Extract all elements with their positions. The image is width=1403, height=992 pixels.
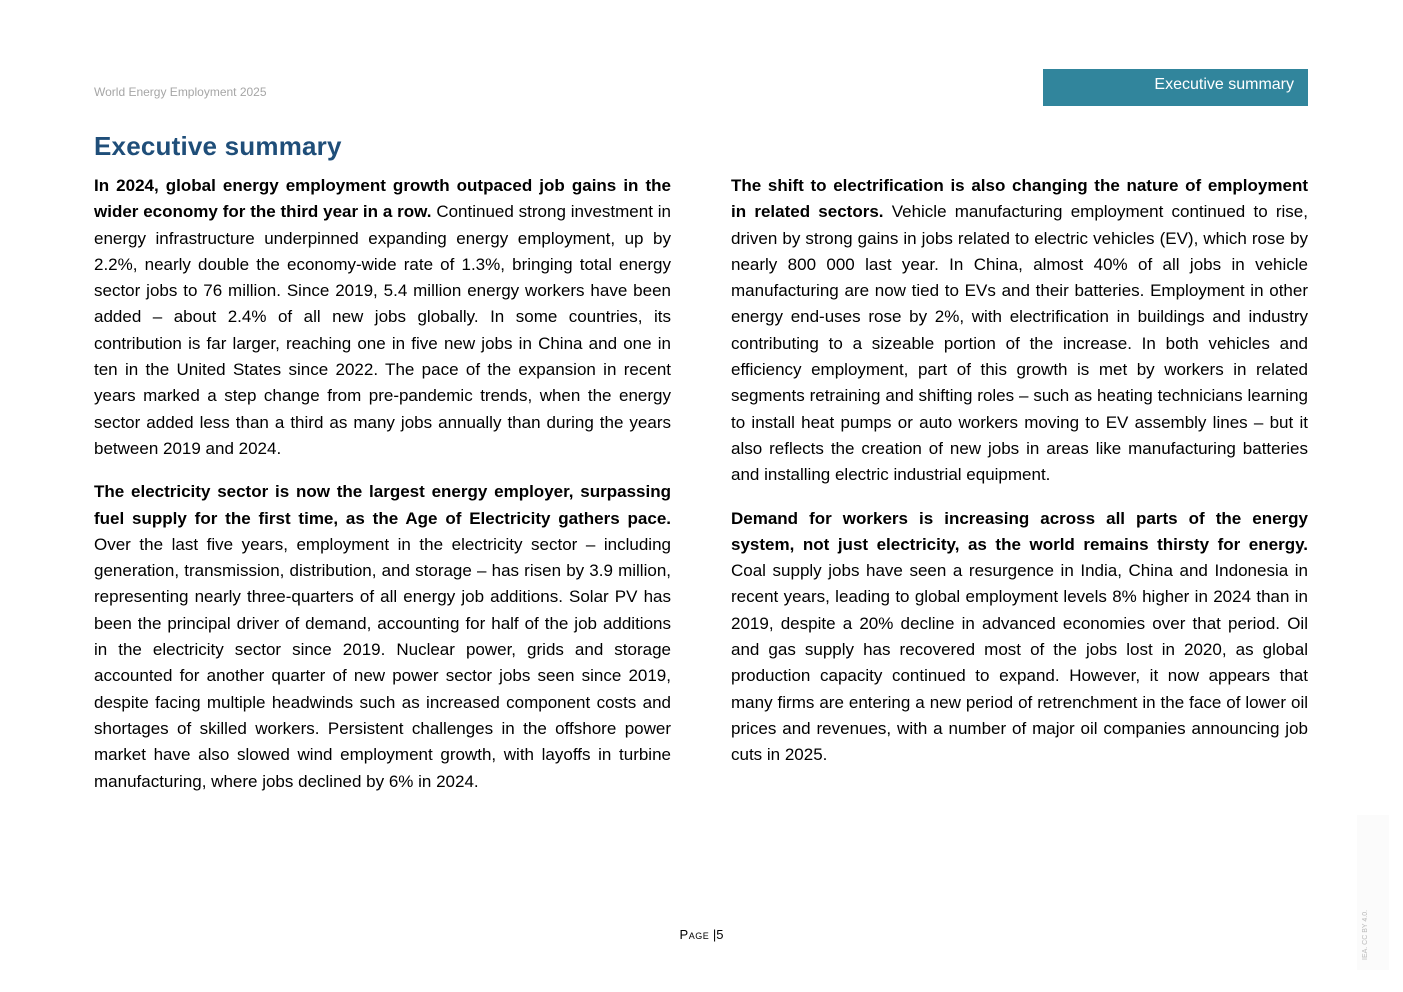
section-tab	[1043, 69, 1308, 106]
section-tab-label: Executive summary	[1154, 76, 1294, 93]
paragraph	[94, 173, 671, 462]
license-text: IEA. CC BY 4.0.	[1362, 909, 1369, 960]
left-column	[94, 173, 671, 812]
paragraph-lead: Demand for workers is increasing across all parts of the energy system, not just electricity, as the world remains thirsty for energy.	[731, 508, 1308, 554]
right-column	[731, 173, 1308, 786]
paragraph-body: Vehicle manufacturing employment continued to rise, driven by strong gains in jobs related to electric vehicles (EV), which rose by nearly 800 000 last year. In China, almost 40% of all jobs in vehicle manufacturing are now tied to EVs and their batteries. Employment in other energy end-uses rose by 2%, with electrification in buildings and industry contributing to a sizeable portion of the increase. In both vehicles and efficiency employment, part of this growth is met by workers in related segments retraining and shifting roles – such as heating technicians learning to install heat pumps or auto workers moving to EV assembly lines – but it also reflects the creation of new jobs in areas like manufacturing batteries and installing electric industrial equipment.	[731, 202, 1308, 485]
paragraph-lead: In 2024, global energy employment growth outpaced job gains in the wider economy for the third year in a row.	[94, 176, 671, 222]
paragraph	[731, 506, 1308, 769]
paragraph	[94, 479, 671, 795]
paragraph	[731, 173, 1308, 489]
page-label: Page	[679, 927, 710, 942]
paragraph-lead: The shift to electrification is also changing the nature of employment in related sectors.	[731, 176, 1308, 222]
paragraph-body: Over the last five years, employment in the electricity sector – including generation, transmission, distribution, and storage – has risen by 3.9 million, representing nearly three-quarters of all energy job additions. Solar PV has been the principal driver of demand, accounting for half of the job additions in the electricity sector since 2019. Nuclear power, grids and storage accounted for another quarter of new power sector jobs seen since 2019, despite facing multiple headwinds such as increased component costs and shortages of skilled workers. Persistent challenges in the offshore power market have also slowed wind employment growth, with layoffs in turbine manufacturing, where jobs declined by 6% in 2024.	[94, 534, 671, 791]
page-number	[0, 927, 1403, 942]
running-header-report-title: World Energy Employment 2025	[94, 85, 267, 99]
paragraph-lead: The electricity sector is now the largest energy employer, surpassing fuel supply for the first time, as the Age of Electricity gathers pace.	[94, 482, 671, 528]
page-separator: |	[712, 927, 717, 942]
page-number-value: 5	[716, 927, 724, 942]
paragraph-body: Coal supply jobs have seen a resurgence in India, China and Indonesia in recent years, leading to global employment levels 8% higher in 2024 than in 2019, despite a 20% decline in advanced economies over that period. Oil and gas supply has recovered most of the jobs lost in 2020, as global production capacity continued to expand. However, it now appears that many firms are entering a new period of retrenchment in the face of lower oil prices and revenues, with a number of major oil companies announcing job cuts in 2025.	[731, 561, 1308, 765]
paragraph-body: Continued strong investment in energy infrastructure underpinned expanding energy employment, up by 2.2%, nearly double the economy-wide rate of 1.3%, bringing total energy sector jobs to 76 million. Since 2019, 5.4 million energy workers have been added – about 2.4% of all new jobs globally. In some countries, its contribution is far larger, reaching one in five new jobs in China and one in ten in the United States since 2022. The pace of the expansion in recent years marked a step change from pre-pandemic trends, when the energy sector added less than a third as many jobs annually than during the years between 2019 and 2024.	[94, 202, 671, 458]
page-title: Executive summary	[94, 131, 342, 161]
